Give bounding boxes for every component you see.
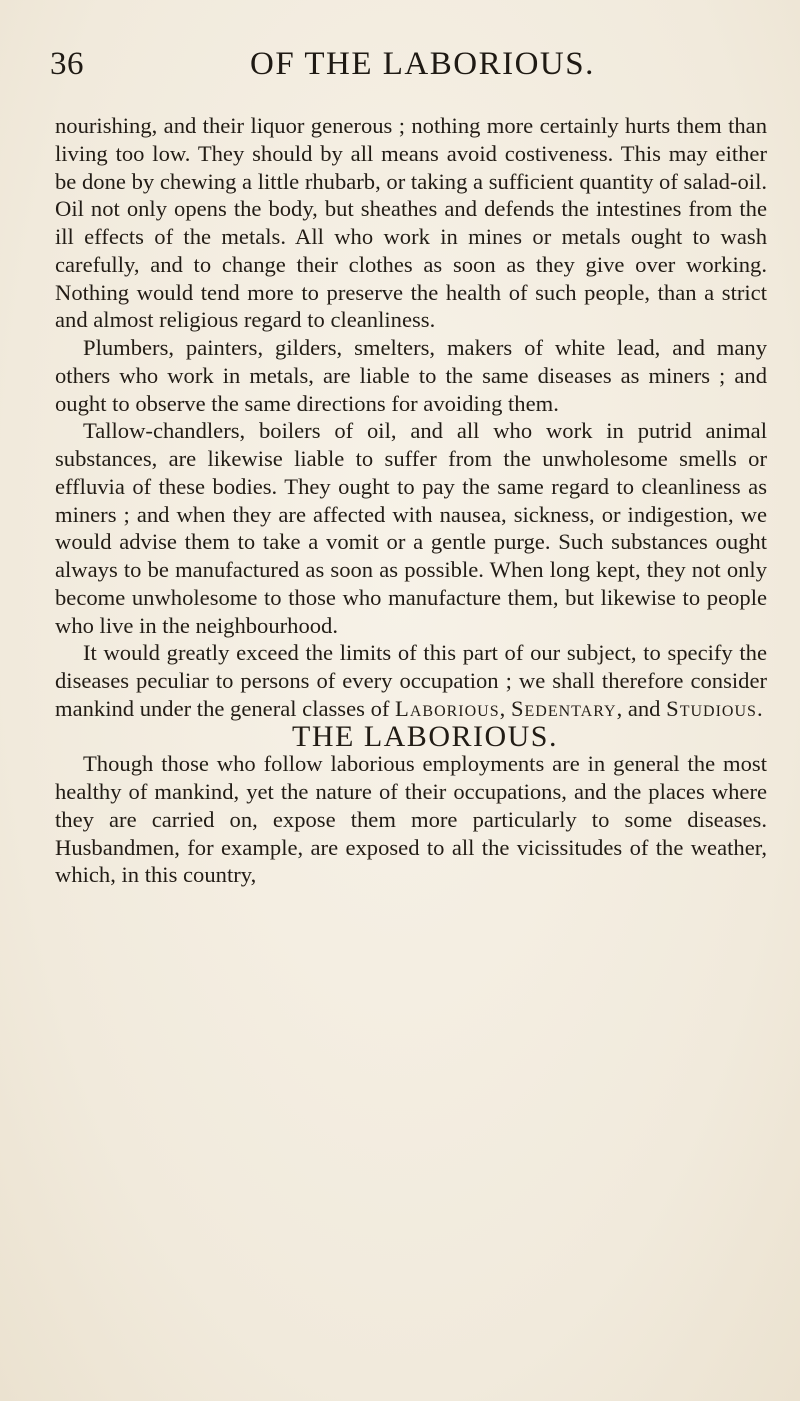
class-sedentary: Sedentary	[510, 695, 617, 721]
section-heading: THE LABORIOUS.	[292, 719, 558, 753]
paragraph-laborious: Though those who follow laborious employments are in general the most healthy of mankind, yet the nature of their occupations, and the places where they are carried on, expose them more particularly to some diseases. Husbandmen, for example, are exposed to all the vicissitudes of the weather, which, in this country,	[55, 751, 767, 888]
paragraph-end: .	[756, 695, 763, 721]
separator-2: , and	[616, 695, 667, 721]
page-number: 36	[50, 46, 84, 82]
paragraph-tallow-chandlers: Tallow-chandlers, boilers of oil, and all who work in putrid animal substances, are likewise liable to suffer from the unwholesome smells or effluvia of these bodies. They ought to pay the same regard to cleanliness as miners ; and when they are affected with nausea, sickness, or indigestion, we would advise them to take a vomit or a gentle purge. Such substances ought always to be manufactured as soon as possible. When long kept, they not only become unwholesome to those who manufacture them, but likewise to people who live in the neighbourhood.	[55, 418, 767, 638]
paragraph-general-classes-text: It would greatly exceed the limits of this part of our subject, to specify the diseases peculiar to persons of every occupation ; we shall therefore consider mankind under the general classes of	[55, 640, 767, 721]
paragraph-nourishing: nourishing, and their liquor generous ; nothing more certainly hurts them than living too low. They should by all means avoid costiveness. This may either be done by chewing a little rhubarb, or taking a sufficient quantity of salad-oil. Oil not only opens the body, but sheathes and defends the intestines from the ill effects of the metals. All who work in mines or metals ought to wash carefully, and to change their clothes as soon as they give over working. Nothing would tend more to preserve the health of such people, than a strict and almost religious regard to cleanliness.	[55, 113, 767, 333]
separator-1: ,	[499, 695, 511, 721]
paragraph-plumbers: Plumbers, painters, gilders, smelters, makers of white lead, and many others who work in metals, are liable to the same diseases as miners ; and ought to observe the same directions for avoiding them.	[55, 335, 767, 416]
running-head: OF THE LABORIOUS.	[250, 46, 595, 82]
body-text	[55, 112, 767, 889]
class-studious: Studious	[666, 695, 757, 721]
page-header	[0, 46, 800, 94]
paragraph-general-classes	[55, 639, 767, 722]
class-laborious: Laborious	[395, 695, 500, 721]
